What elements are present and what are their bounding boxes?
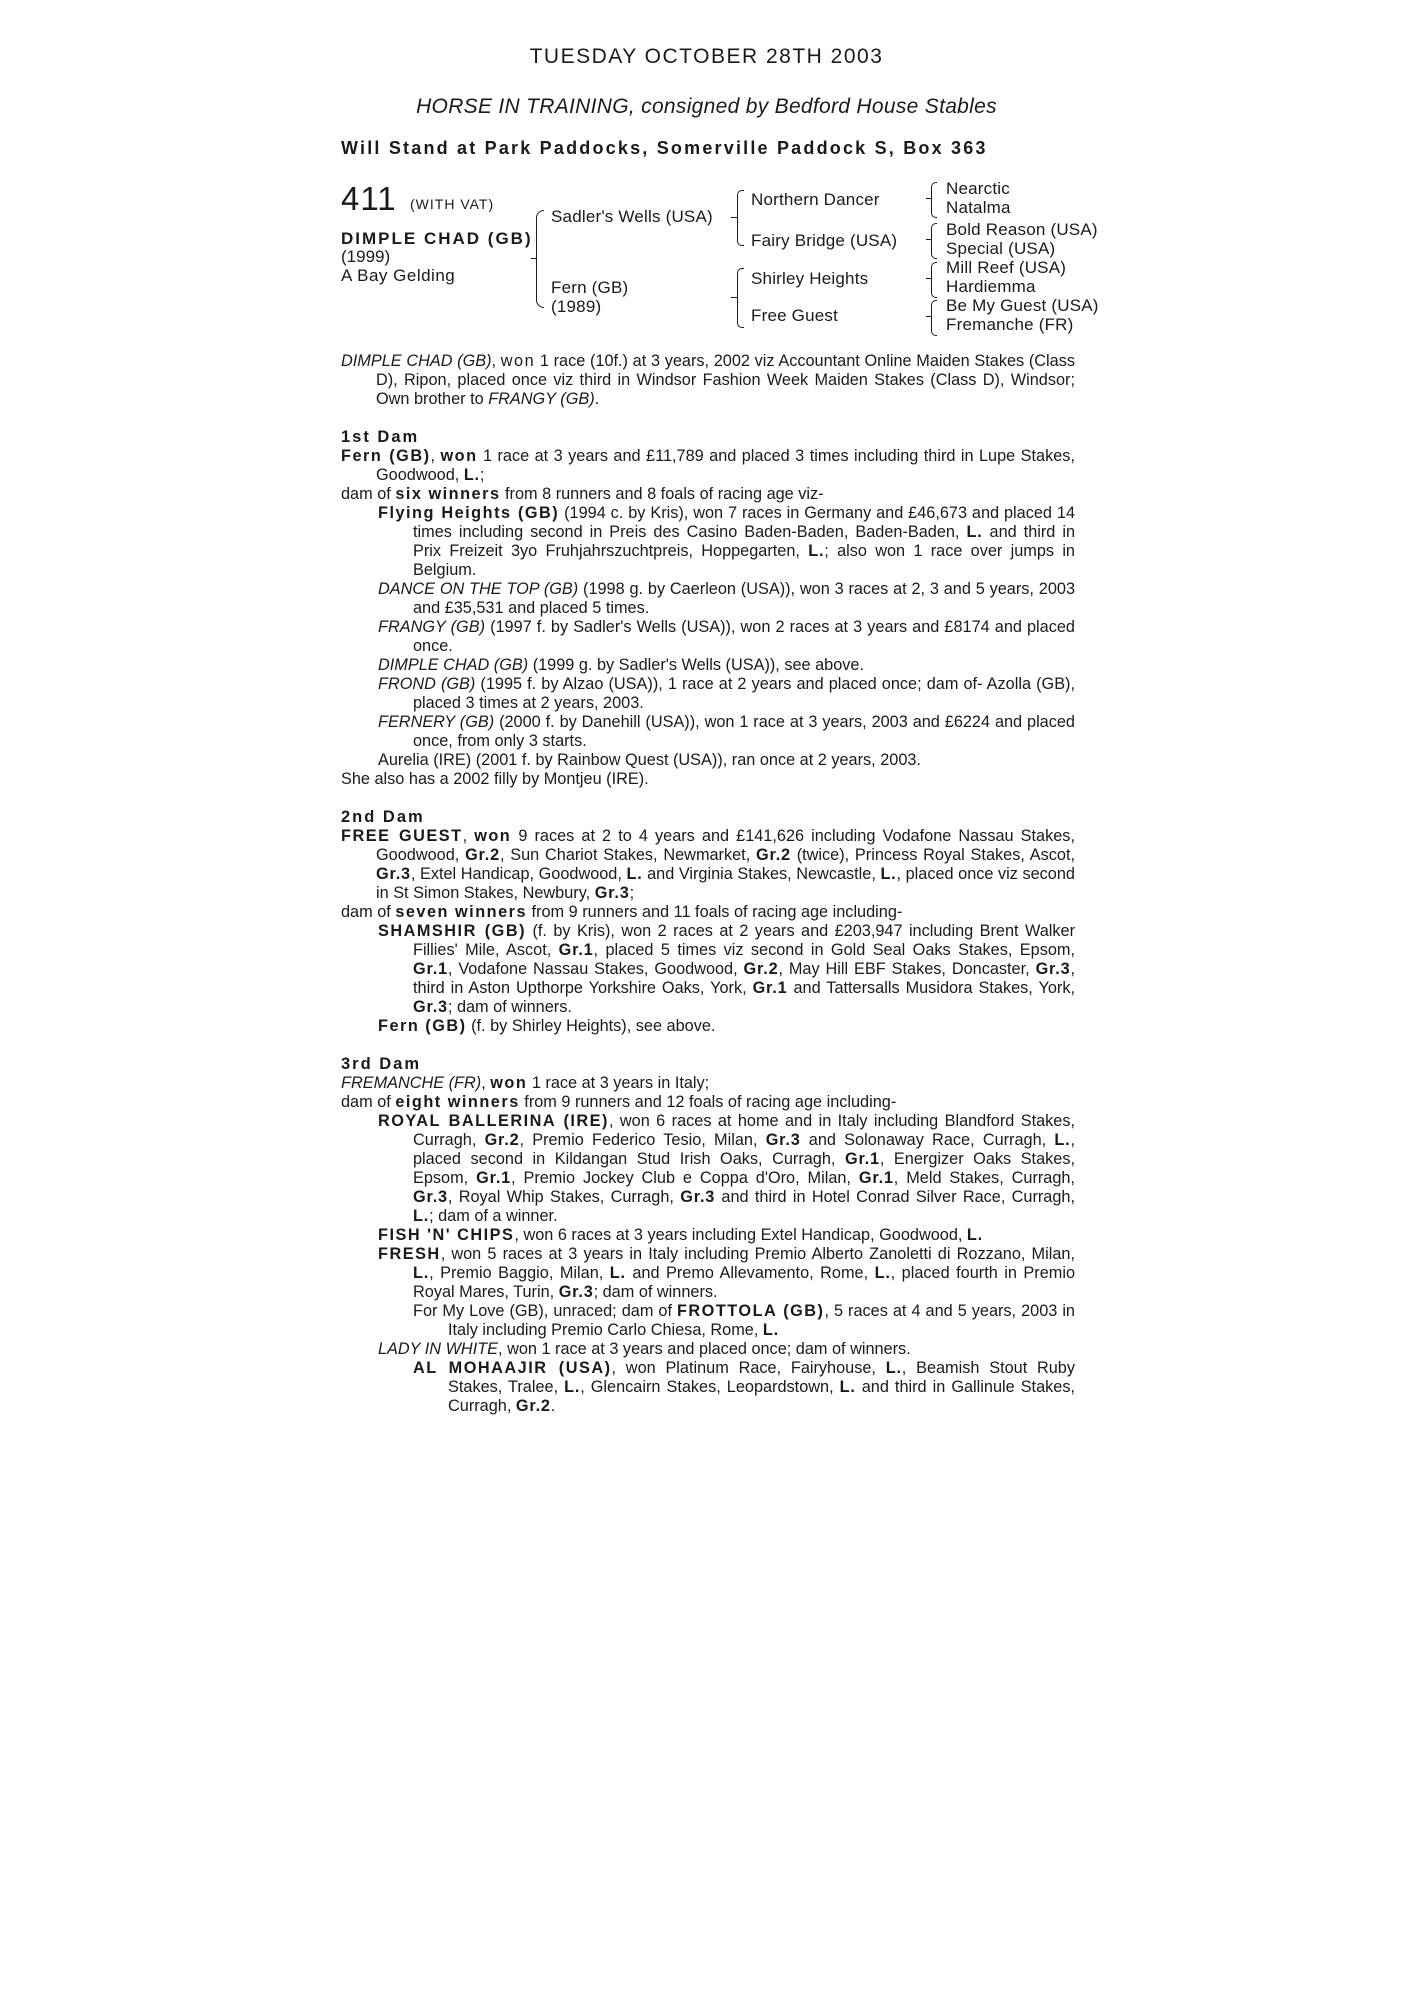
stand-location: Will Stand at Park Paddocks, Somerville Paddock S, Box 363 (341, 138, 988, 158)
catalogue-notes (341, 352, 1075, 1416)
list-item: DANCE ON THE TOP (GB) (1998 g. by Caerleon (USA)), won 3 races at 2, 3 and 5 years, 2003 and £35,531 and placed 5 times. (378, 580, 1075, 617)
pedigree-sds: Bold Reason (USA) (946, 220, 1098, 239)
pedigree-brace-point (926, 278, 932, 279)
list-item: Flying Heights (GB) (1994 c. by Kris), won 7 races in Germany and £46,673 and placed 14 times including second in Preis des Casino Baden-Baden, Baden-Baden, L. and third in Prix Freizeit 3yo Fruhjahrszuchtpreis, Hoppegarten, L.; also won 1 race over jumps in Belgium. (378, 504, 1075, 579)
vat-note: (WITH VAT) (410, 196, 495, 212)
pedigree-brace-point (926, 239, 932, 240)
list-item: FISH 'N' CHIPS, won 6 races at 3 years including Extel Handicap, Goodwood, L. (378, 1226, 983, 1244)
pedigree-sire: Sadler's Wells (USA) (551, 207, 713, 226)
first-dam-also: She also has a 2002 filly by Montjeu (IRE). (341, 770, 649, 788)
second-dam-heading: 2nd Dam (341, 808, 425, 826)
lot-number: 411 (341, 180, 397, 217)
pedigree-brace-sire (737, 190, 744, 246)
list-item: For My Love (GB), unraced; dam of FROTTOLA (GB), 5 races at 4 and 5 years, 2003 in Italy including Premio Carlo Chiesa, Rome, L. (413, 1302, 1075, 1339)
pedigree-dam-name: Fern (GB) (551, 278, 629, 297)
pedigree-brace-gen3 (931, 262, 937, 298)
pedigree-brace-point (531, 258, 537, 259)
list-item: Aurelia (IRE) (2001 f. by Rainbow Quest (USA)), ran once at 2 years, 2003. (378, 751, 921, 769)
list-item: LADY IN WHITE, won 1 race at 3 years and placed once; dam of winners. (378, 1340, 911, 1358)
pedigree-brace-gen3 (931, 182, 937, 218)
pedigree-brace-gen1 (536, 210, 544, 308)
list-item: FRESH, won 5 races at 3 years in Italy including Premio Alberto Zanoletti di Rozzano, Milan, L., Premio Baggio, Milan, L. and Premo Allevamento, Rome, L., placed fourth in Premio Royal Mares, Turin, Gr.3; dam of winners. (378, 1245, 1075, 1301)
pedigree-dss: Mill Reef (USA) (946, 258, 1067, 277)
pedigree-brace-gen3 (931, 223, 937, 259)
pedigree-brace-point (926, 198, 932, 199)
third-dam-produce-summary: dam of eight winners from 9 runners and 12 foals of racing age including- (341, 1093, 897, 1111)
pedigree-brace-gen3 (931, 300, 937, 336)
pedigree-sss: Nearctic (946, 179, 1010, 198)
pedigree-brace-point (926, 316, 932, 317)
pedigree-brace-point (731, 217, 737, 218)
sale-date: TUESDAY OCTOBER 28TH 2003 (529, 45, 884, 68)
pedigree-dam-sire: Shirley Heights (751, 269, 869, 288)
list-item: FERNERY (GB) (2000 f. by Danehill (USA)), won 1 race at 3 years, 2003 and £6224 and placed once, from only 3 starts. (378, 713, 1075, 750)
list-item: SHAMSHIR (GB) (f. by Kris), won 2 races at 2 years and £203,947 including Brent Walker Fillies' Mile, Ascot, Gr.1, placed 5 times viz second in Gold Seal Oaks Stakes, Epsom, Gr.1, Vodafone Nassau Stakes, Goodwood, Gr.2, May Hill EBF Stakes, Doncaster, Gr.3, third in Aston Upthorpe Yorkshire Oaks, York, Gr.1 and Tattersalls Musidora Stakes, York, Gr.3; dam of winners. (378, 922, 1076, 1016)
second-dam-produce-summary: dam of seven winners from 9 runners and 11 foals of racing age including- (341, 903, 903, 921)
first-dam-produce-summary: dam of six winners from 8 runners and 8 foals of racing age viz- (341, 485, 824, 503)
pedigree-dam-year: (1989) (551, 297, 602, 316)
horse-name: DIMPLE CHAD (GB) (341, 229, 533, 248)
third-dam-record: FREMANCHE (FR), won 1 race at 3 years in Italy; (341, 1074, 710, 1092)
pedigree-dds: Be My Guest (USA) (946, 296, 1099, 315)
pedigree-sire-sire: Northern Dancer (751, 190, 880, 209)
list-item: FROND (GB) (1995 f. by Alzao (USA)), 1 race at 2 years and placed once; dam of- Azolla (GB), placed 3 times at 2 years, 2003. (378, 675, 1075, 712)
horse-description: A Bay Gelding (341, 266, 456, 285)
second-dam-record: FREE GUEST, won 9 races at 2 to 4 years and £141,626 including Vodafone Nassau Stakes, Goodwood, Gr.2, Sun Chariot Stakes, Newmarket, Gr.2 (twice), Princess Royal Stakes, Ascot, Gr.3, Extel Handicap, Goodwood, L. and Virginia Stakes, Newcastle, L., placed once viz second in St Simon Stakes, Newbury, Gr.3; (341, 827, 1075, 902)
consignment-line: HORSE IN TRAINING, consigned by Bedford House Stables (416, 95, 997, 118)
horse-year: (1999) (341, 247, 391, 266)
third-dam-heading: 3rd Dam (341, 1055, 422, 1073)
pedigree-ssd: Natalma (946, 198, 1011, 217)
list-item: ROYAL BALLERINA (IRE), won 6 races at home and in Italy including Blandford Stakes, Curragh, Gr.2, Premio Federico Tesio, Milan, Gr.3 and Solonaway Race, Curragh, L., placed second in Kildangan Stud Irish Oaks, Curragh, Gr.1, Energizer Oaks Stakes, Epsom, Gr.1, Premio Jockey Club e Coppa d'Oro, Milan, Gr.1, Meld Stakes, Curragh, Gr.3, Royal Whip Stakes, Curragh, Gr.3 and third in Hotel Conrad Silver Race, Curragh, L.; dam of a winner. (378, 1112, 1076, 1225)
list-item: FRANGY (GB) (1997 f. by Sadler's Wells (USA)), won 2 races at 3 years and £8174 and placed once. (378, 618, 1075, 655)
pedigree-brace-dam (737, 268, 744, 328)
lot-race-record: DIMPLE CHAD (GB), won 1 race (10f.) at 3 years, 2002 viz Accountant Online Maiden Stakes (Class D), Ripon, placed once viz third in Windsor Fashion Week Maiden Stakes (Class D), Windsor; Own brother to FRANGY (GB). (341, 352, 1075, 408)
first-dam-heading: 1st Dam (341, 428, 420, 446)
pedigree-sire-dam: Fairy Bridge (USA) (751, 231, 898, 250)
list-item: DIMPLE CHAD (GB) (1999 g. by Sadler's Wells (USA)), see above. (378, 656, 864, 674)
pedigree-brace-point (731, 297, 737, 298)
list-item: AL MOHAAJIR (USA), won Platinum Race, Fairyhouse, L., Beamish Stout Ruby Stakes, Tralee, L., Glencairn Stakes, Leopardstown, L. and third in Gallinule Stakes, Curragh, Gr.2. (413, 1359, 1076, 1415)
pedigree-dam-dam: Free Guest (751, 306, 839, 325)
pedigree-sdd: Special (USA) (946, 239, 1056, 258)
pedigree-dsd: Hardiemma (946, 277, 1036, 296)
list-item: Fern (GB) (f. by Shirley Heights), see above. (378, 1017, 716, 1035)
first-dam-record: Fern (GB), won 1 race at 3 years and £11,789 and placed 3 times including third in Lupe Stakes, Goodwood, L.; (341, 447, 1075, 484)
pedigree-ddd: Fremanche (FR) (946, 315, 1074, 334)
